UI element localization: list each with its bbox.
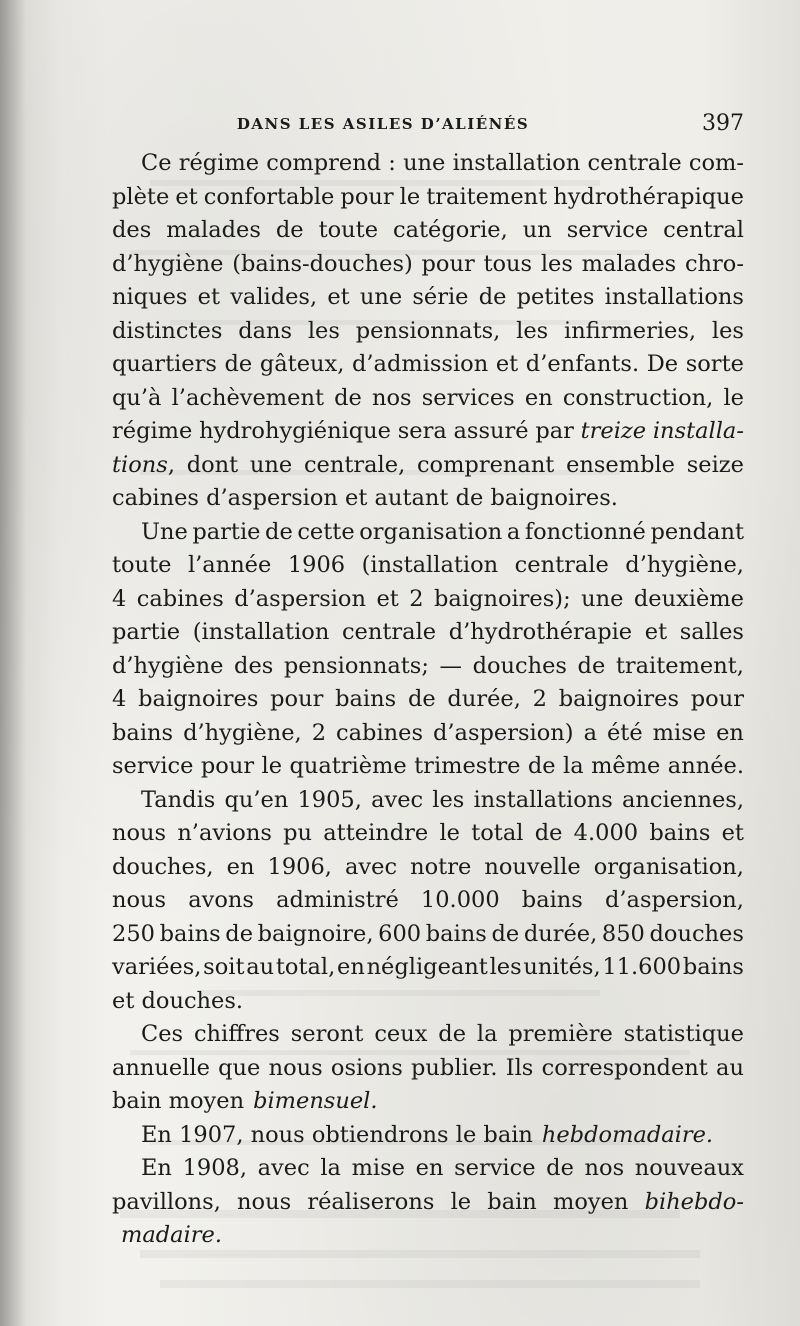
word: mise (351, 1155, 405, 1181)
word: de (438, 1021, 467, 1047)
word: sera (397, 418, 447, 444)
word: été (606, 719, 643, 746)
word: ceux (374, 1021, 428, 1047)
word: installa- (652, 418, 744, 444)
word: administré (276, 887, 399, 913)
word: avec (345, 853, 398, 880)
word: bains (159, 920, 221, 947)
body-text (112, 147, 744, 1253)
word: d’hygiène (112, 652, 224, 679)
word: centrale (341, 619, 437, 645)
word: nouveaux (634, 1155, 744, 1181)
word: seront (290, 1021, 364, 1047)
word: service (112, 753, 194, 779)
word: unités, (523, 954, 601, 980)
word: nos (584, 1155, 625, 1181)
word: en (415, 1155, 444, 1181)
text-line (112, 181, 744, 215)
word: les (432, 786, 465, 813)
word: avons (188, 887, 254, 913)
word: que (218, 1054, 261, 1081)
word: nouvelle (484, 853, 581, 880)
text-line (112, 281, 744, 315)
word: pour (200, 753, 255, 779)
word: d’hydrothérapie (448, 619, 633, 645)
word: bains (425, 920, 487, 947)
word: négligeant (366, 954, 488, 980)
word: nous (112, 820, 167, 846)
word: régime (112, 418, 193, 444)
word: et (721, 820, 744, 846)
text-line (112, 784, 744, 818)
word: qu’en (224, 786, 289, 813)
word: en (716, 719, 744, 746)
word: variées, (112, 954, 202, 980)
word: trimestre (414, 753, 521, 779)
word: hydrothérapique (553, 183, 744, 210)
word: 11.600 (602, 954, 682, 980)
word: 4 (112, 585, 127, 612)
word: 1905, (297, 786, 362, 813)
text-line (112, 851, 744, 885)
word: le (723, 384, 744, 411)
word: chro- (684, 250, 744, 277)
word: baignoires (558, 686, 679, 712)
word: l’année (187, 552, 272, 578)
word: pour (690, 686, 744, 712)
word: la (320, 1155, 341, 1181)
word: 4.000 (573, 820, 639, 846)
page-header (112, 112, 744, 136)
word: une (249, 451, 293, 478)
word: organisation (359, 518, 503, 545)
word: nos (372, 384, 412, 411)
word: le (439, 820, 460, 846)
word: de (534, 820, 563, 846)
word: centrale (587, 150, 682, 176)
word: total (471, 820, 524, 846)
word: bihebdo- (644, 1188, 744, 1215)
word: malades (166, 217, 261, 243)
text-line (112, 214, 744, 248)
word: annuelle (112, 1054, 210, 1081)
word: a (583, 719, 597, 746)
word: Tandis (141, 786, 216, 813)
word: 2 (532, 686, 547, 712)
word: pensionnats; (283, 652, 429, 679)
word: soit (203, 954, 245, 980)
word: de (407, 686, 436, 712)
word: pour (421, 250, 475, 277)
word: de (334, 384, 362, 411)
word: catégorie, (393, 217, 508, 243)
word: de (546, 1155, 574, 1181)
word: n’avions (177, 820, 272, 846)
word: pour (270, 686, 324, 712)
word: la (563, 753, 584, 779)
word: service (454, 1155, 536, 1181)
word: la (476, 1021, 498, 1047)
word: cabines (136, 585, 224, 612)
text-line (112, 248, 744, 282)
text-line (112, 884, 744, 918)
word: et (327, 284, 350, 310)
word: série (412, 284, 469, 310)
text-line (112, 516, 744, 550)
word: comprend (266, 150, 382, 176)
word: ensemble (566, 451, 675, 478)
text-line (112, 951, 744, 985)
text-line (112, 683, 744, 717)
word: gâteux, (259, 351, 345, 377)
word: au (246, 954, 275, 980)
word: en (524, 384, 553, 411)
text-line (112, 147, 744, 181)
word: les (516, 317, 549, 344)
italic-text: hebdomadaire. (541, 1121, 714, 1148)
word: mise (652, 719, 707, 746)
word: centrale, (303, 451, 406, 478)
text-line (112, 348, 744, 382)
word: durée, (447, 686, 521, 712)
word: fonctionné (524, 518, 646, 545)
word: douches (472, 652, 567, 679)
text-line (112, 382, 744, 416)
word: de (275, 217, 304, 243)
word: Ce (141, 150, 172, 176)
word: d’admission (351, 351, 489, 377)
line-text: bain moyen (112, 1088, 245, 1114)
word: organisation, (593, 853, 744, 880)
word: osions (330, 1054, 403, 1081)
text-line (112, 1219, 744, 1253)
word: d’aspersion) (433, 719, 574, 746)
text-line (112, 650, 744, 684)
word: un (522, 217, 552, 243)
word: seize (686, 451, 744, 478)
word: installations (473, 786, 613, 813)
word: malades (581, 250, 677, 277)
word: petites (516, 284, 595, 310)
binding-shadow (0, 0, 26, 1326)
word: année. (667, 753, 744, 779)
word: deuxième (633, 585, 744, 612)
word: dont (186, 451, 239, 478)
word: pendant (650, 518, 744, 545)
word: tions, (112, 451, 175, 478)
word: sorte (685, 351, 744, 377)
word: salles (679, 619, 744, 645)
word: atteindre (323, 820, 429, 846)
word: les (307, 317, 340, 344)
word: les (711, 317, 744, 344)
word: hydrohygiénique (199, 418, 391, 444)
word: statistique (623, 1021, 744, 1047)
text-line (112, 717, 744, 751)
word: anciennes, (621, 786, 744, 813)
word: de (478, 284, 507, 310)
word: partie (112, 619, 181, 645)
word: 600 (378, 920, 422, 947)
word: bains (682, 954, 744, 980)
word: une (403, 150, 446, 176)
word: installation (452, 150, 581, 176)
word: installations (604, 284, 744, 310)
word: Une (141, 518, 188, 545)
word: 1906 (287, 552, 346, 578)
word: des (112, 217, 152, 243)
word: douches (649, 920, 744, 947)
word: plète (112, 183, 170, 210)
word: confortable (203, 183, 335, 210)
word: niques (112, 284, 188, 310)
word: le (399, 183, 421, 210)
word: partie (192, 518, 261, 545)
text-line (112, 1085, 744, 1119)
word: bains (335, 686, 397, 712)
word: d’hygiène, (183, 719, 302, 746)
word: comprenant (416, 451, 555, 478)
word: bains (649, 820, 711, 846)
text-line (112, 482, 744, 516)
word: traitement, (615, 652, 744, 679)
word: tous (483, 250, 533, 277)
word: d’hygiène, (625, 552, 744, 578)
word: et (175, 183, 198, 210)
word: de (225, 920, 254, 947)
italic-text: madaire. (121, 1222, 222, 1248)
word: : (388, 150, 396, 176)
word: assuré (453, 418, 529, 444)
word: a (506, 518, 521, 545)
word: bains (521, 887, 583, 913)
word: treize (580, 418, 647, 444)
word: une (581, 585, 624, 612)
word: et (495, 351, 519, 377)
word: douches, (112, 853, 214, 880)
word: infirmeries, (564, 317, 697, 344)
word: services (421, 384, 515, 411)
word: d’aspersion, (605, 887, 744, 913)
word: pavillons, (112, 1188, 221, 1215)
word: 2 (311, 719, 327, 746)
text-line (112, 549, 744, 583)
line-text: En 1907, nous obtiendrons le bain (141, 1121, 533, 1148)
word: Ces (141, 1021, 184, 1047)
word: avec (371, 786, 424, 813)
word: de (224, 351, 253, 377)
page-number: 397 (702, 111, 744, 136)
word: au (716, 1054, 744, 1081)
word: réaliserons (307, 1188, 435, 1215)
word: valides, (230, 284, 318, 310)
word: (installation (361, 552, 499, 578)
word: même (591, 753, 661, 779)
word: central (663, 217, 744, 243)
word: moyen (553, 1188, 629, 1215)
word: 1908, (182, 1155, 247, 1181)
word: total, (275, 954, 336, 980)
word: baignoire, (257, 920, 374, 947)
word: et (376, 585, 399, 612)
word: pour (340, 183, 394, 210)
text-line (112, 616, 744, 650)
word: nous (268, 1054, 323, 1081)
word: de (577, 652, 606, 679)
word: traitement (426, 183, 548, 210)
word: cette (297, 518, 355, 545)
word: notre (410, 853, 472, 880)
word: quatrième (289, 753, 407, 779)
word: 4 (112, 686, 127, 712)
word: (installation (192, 619, 330, 645)
word: en (226, 853, 255, 880)
text-line (112, 817, 744, 851)
word: qu’à (112, 384, 162, 411)
word: l’achèvement (171, 384, 324, 411)
word: de (491, 920, 520, 947)
text-line (112, 1152, 744, 1186)
word: les (489, 954, 522, 980)
word: 850 (601, 920, 645, 947)
text-line (112, 1018, 744, 1052)
word: cabines (336, 719, 423, 746)
word: construction, (562, 384, 714, 411)
word: nous (112, 887, 167, 913)
word: en (337, 954, 365, 980)
text-line (112, 985, 744, 1019)
text-line (112, 315, 744, 349)
italic-text: bimensuel. (253, 1088, 378, 1114)
word: chiffres (193, 1021, 280, 1047)
word: 250 (112, 920, 155, 947)
word: par (535, 418, 574, 444)
text-line (112, 1119, 744, 1153)
word: nous (237, 1188, 292, 1215)
word: régime (178, 150, 260, 176)
word: 2 (409, 585, 424, 612)
text-line (112, 750, 744, 784)
word: pensionnats, (355, 317, 501, 344)
word: com- (688, 150, 744, 176)
word: d’enfants. (525, 351, 640, 377)
word: avec (257, 1155, 310, 1181)
line-text: et douches. (112, 987, 244, 1014)
text-line (112, 918, 744, 952)
text-line (112, 583, 744, 617)
word: Ils (505, 1054, 534, 1081)
word: quartiers (112, 351, 217, 377)
running-head: DANS LES ASILES D’ALIÉNÉS (236, 115, 530, 133)
word: le (261, 753, 283, 779)
text-line (112, 1052, 744, 1086)
word: 10.000 (420, 887, 500, 913)
text-line (112, 449, 744, 483)
word: service (566, 217, 649, 243)
word: baignoires (138, 686, 259, 712)
word: les (540, 250, 573, 277)
word: le (450, 1188, 472, 1215)
word: des (234, 652, 274, 679)
word: toute (112, 552, 172, 578)
word: d’aspersion (234, 585, 366, 612)
word: publier. (411, 1054, 498, 1081)
word: 1906, (267, 853, 332, 880)
word: (bains-douches) (232, 250, 413, 277)
text-line (112, 415, 744, 449)
word: de (265, 518, 293, 545)
word: distinctes (112, 317, 223, 344)
line-text: cabines d’aspersion et autant de baignoires. (112, 485, 618, 511)
word: et (197, 284, 220, 310)
word: une (359, 284, 403, 310)
word: de (527, 753, 556, 779)
word: durée, (523, 920, 598, 947)
word: correspondent (541, 1054, 708, 1081)
word: bain (487, 1188, 537, 1215)
word: — (439, 652, 463, 679)
word: En (141, 1155, 172, 1181)
word: centrale (514, 552, 609, 578)
word: et (644, 619, 668, 645)
text-line (112, 1186, 744, 1220)
word: dans (238, 317, 293, 344)
word: première (508, 1021, 613, 1047)
word: baignoires); (434, 585, 571, 612)
word: bains (112, 719, 174, 746)
word: De (646, 351, 679, 377)
word: d’hygiène (112, 250, 224, 277)
word: toute (318, 217, 379, 243)
word: pu (283, 820, 313, 846)
